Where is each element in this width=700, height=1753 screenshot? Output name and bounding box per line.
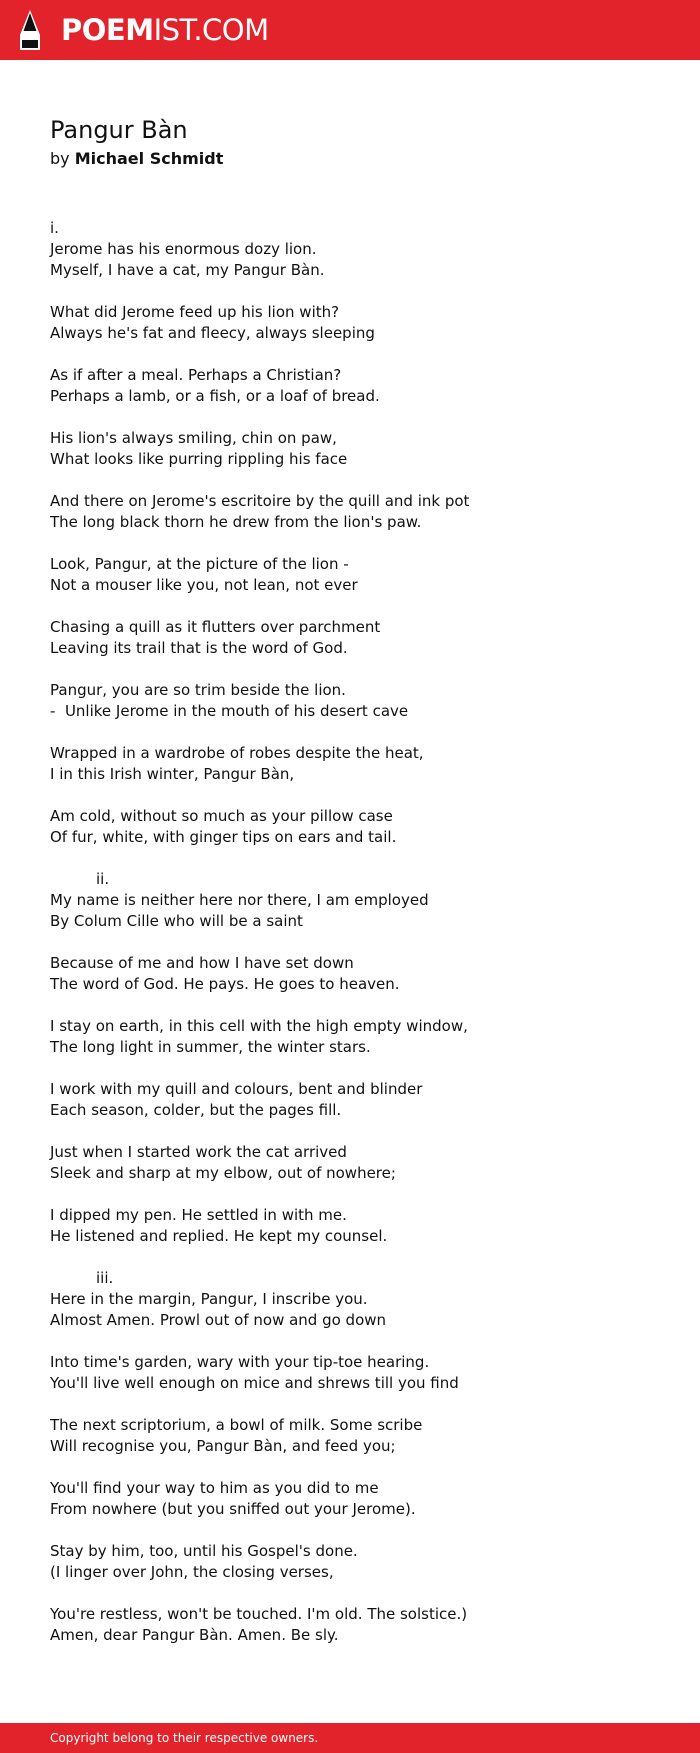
poem-line: Into time's garden, wary with your tip-toe hearing. <box>50 1353 430 1371</box>
section-number: iii. <box>96 1269 114 1287</box>
poem-line: You'll find your way to him as you did to me <box>50 1479 379 1497</box>
pen-nib-icon[interactable] <box>17 9 43 51</box>
poem-line: I in this Irish winter, Pangur Bàn, <box>50 765 295 783</box>
poem-title: Pangur Bàn <box>50 116 188 144</box>
poem-line: Am cold, without so much as your pillow case <box>50 807 393 825</box>
poem-line: (I linger over John, the closing verses, <box>50 1563 334 1581</box>
poem-line: Wrapped in a wardrobe of robes despite the heat, <box>50 744 424 762</box>
poem-line: Sleek and sharp at my elbow, out of nowhere; <box>50 1164 396 1182</box>
poem-line: Just when I started work the cat arrived <box>50 1143 347 1161</box>
poem-stanza <box>50 302 670 344</box>
poem-stanza <box>50 1478 670 1520</box>
poem-stanza <box>50 953 670 995</box>
poem-line: As if after a meal. Perhaps a Christian? <box>50 366 342 384</box>
site-footer <box>0 1723 700 1753</box>
poem-line: The long light in summer, the winter stars. <box>50 1038 371 1056</box>
poem-line: Pangur, you are so trim beside the lion. <box>50 681 346 699</box>
poem-line: The long black thorn he drew from the lion's paw. <box>50 513 422 531</box>
poem-stanza <box>50 365 670 407</box>
poem-stanza <box>50 1142 670 1184</box>
poem-line: I stay on earth, in this cell with the high empty window, <box>50 1017 468 1035</box>
poem-line: Each season, colder, but the pages fill. <box>50 1101 342 1119</box>
poem-body <box>50 218 670 1667</box>
poem-stanza <box>50 1016 670 1058</box>
poem-stanza <box>50 428 670 470</box>
site-logo-text[interactable] <box>61 10 269 50</box>
poem-stanza <box>50 869 670 932</box>
poem-stanza <box>50 1604 670 1646</box>
poem-stanza <box>50 1541 670 1583</box>
poem-line: I work with my quill and colours, bent and blinder <box>50 1080 423 1098</box>
poem-line: By Colum Cille who will be a saint <box>50 912 303 930</box>
poem-line: The word of God. He pays. He goes to heaven. <box>50 975 400 993</box>
poem-line: - Unlike Jerome in the mouth of his desert cave <box>50 702 409 720</box>
poem-line: Perhaps a lamb, or a fish, or a loaf of bread. <box>50 387 380 405</box>
poem-stanza <box>50 554 670 596</box>
poem-line: And there on Jerome's escritoire by the quill and ink pot <box>50 492 470 510</box>
poem-stanza <box>50 491 670 533</box>
poem-line: Almost Amen. Prowl out of now and go down <box>50 1311 387 1329</box>
poem-line: You'll live well enough on mice and shrews till you find <box>50 1374 459 1392</box>
poem-stanza <box>50 1268 670 1331</box>
poem-stanza <box>50 806 670 848</box>
site-header <box>0 0 700 60</box>
poem-line: Will recognise you, Pangur Bàn, and feed you; <box>50 1437 396 1455</box>
section-number: ii. <box>96 870 110 888</box>
poem-line: Of fur, white, with ginger tips on ears and tail. <box>50 828 397 846</box>
by-label: by <box>50 149 70 168</box>
poem-line: What looks like purring rippling his face <box>50 450 348 468</box>
poem-byline <box>50 148 223 170</box>
poem-line: I dipped my pen. He settled in with me. <box>50 1206 347 1224</box>
poem-line: Because of me and how I have set down <box>50 954 354 972</box>
section-number: i. <box>50 219 59 237</box>
poem-stanza <box>50 1205 670 1247</box>
copyright-text: Copyright belong to their respective owners. <box>50 1731 319 1745</box>
poem-stanza <box>50 218 670 281</box>
poem-line: The next scriptorium, a bowl of milk. Some scribe <box>50 1416 423 1434</box>
poem-stanza <box>50 1415 670 1457</box>
poem-line: From nowhere (but you sniffed out your Jerome). <box>50 1500 416 1518</box>
brand-bold: POEM <box>61 13 154 47</box>
poem-line: Jerome has his enormous dozy lion. <box>50 240 317 258</box>
author-name: Michael Schmidt <box>74 149 224 168</box>
brand-light: IST.COM <box>153 13 269 47</box>
poem-line: What did Jerome feed up his lion with? <box>50 303 340 321</box>
poem-line: Amen, dear Pangur Bàn. Amen. Be sly. <box>50 1626 339 1644</box>
poem-stanza <box>50 1079 670 1121</box>
poem-line: Always he's fat and fleecy, always sleeping <box>50 324 375 342</box>
poem-line: Leaving its trail that is the word of God. <box>50 639 348 657</box>
poem-line: His lion's always smiling, chin on paw, <box>50 429 337 447</box>
poem-stanza <box>50 617 670 659</box>
poem-line: Chasing a quill as it flutters over parchment <box>50 618 381 636</box>
poem-line: Myself, I have a cat, my Pangur Bàn. <box>50 261 325 279</box>
poem-line: My name is neither here nor there, I am employed <box>50 891 429 909</box>
poem-stanza <box>50 680 670 722</box>
poem-stanza <box>50 743 670 785</box>
poem-stanza <box>50 1352 670 1394</box>
poem-line: Stay by him, too, until his Gospel's done. <box>50 1542 358 1560</box>
poem-line: Here in the margin, Pangur, I inscribe you. <box>50 1290 368 1308</box>
poem-line: Look, Pangur, at the picture of the lion - <box>50 555 349 573</box>
poem-line: He listened and replied. He kept my counsel. <box>50 1227 388 1245</box>
poem-line: Not a mouser like you, not lean, not ever <box>50 576 358 594</box>
poem-line: You're restless, won't be touched. I'm old. The solstice.) <box>50 1605 468 1623</box>
